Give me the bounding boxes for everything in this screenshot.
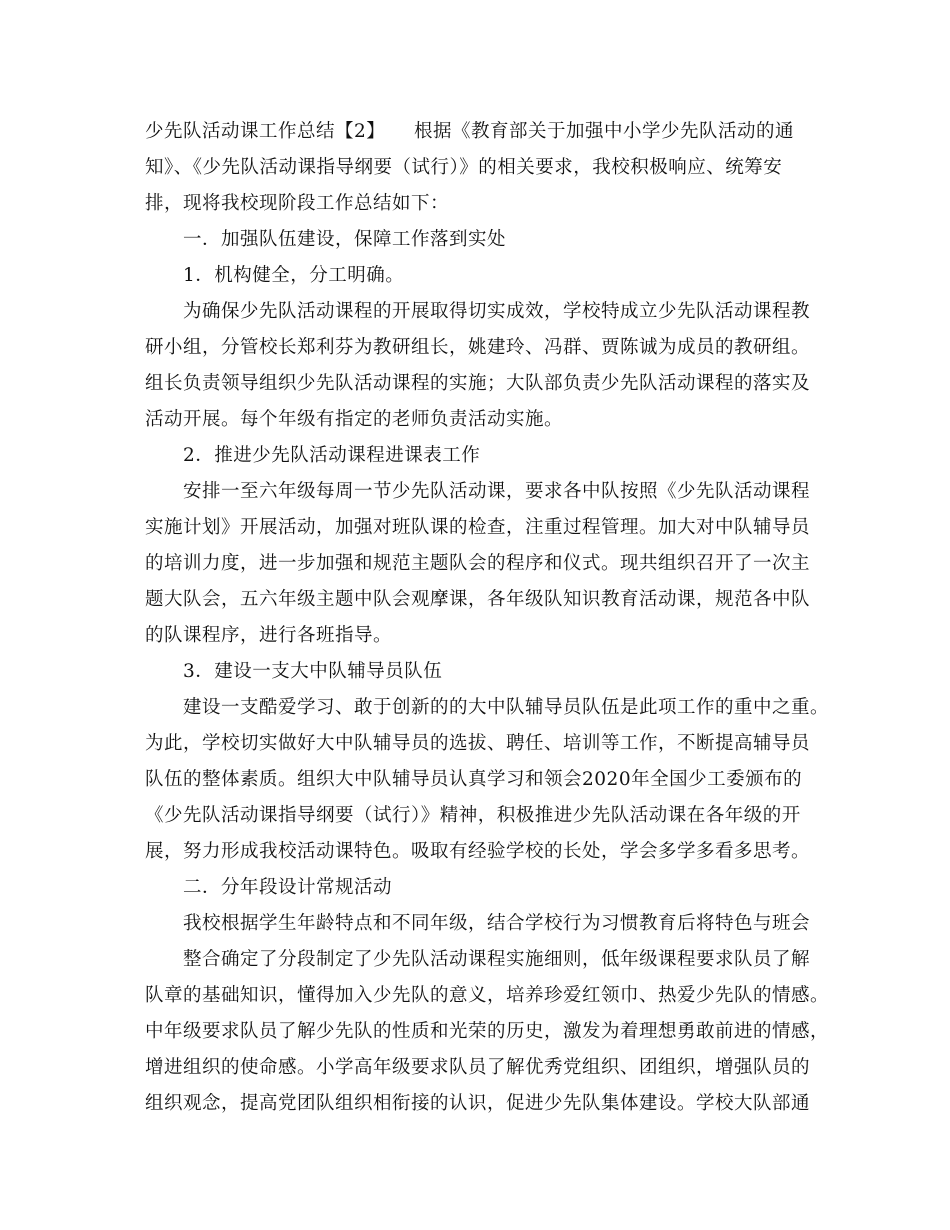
subsection-heading: 3．建设一支大中队辅导员队伍: [145, 661, 443, 682]
text-line: 题大队会，五六年级主题中队会观摩课，各年级队知识教育活动课，规范各中队: [145, 589, 811, 610]
text-line: 的培训力度，进一步加强和规范主题队会的程序和仪式。现共组织召开了一次主: [145, 553, 811, 574]
text-line: 《少先队活动课指导纲要（试行）》精神，积极推进少先队活动课在各年级的开: [145, 805, 801, 826]
text-line: 为此，学校切实做好大中队辅导员的选拔、聘任、培训等工作，不断提高辅导员: [145, 733, 811, 754]
text-line: 我校根据学生年龄特点和不同年级，结合学校行为习惯教育后将特色与班会: [145, 913, 811, 934]
text-line: 增进组织的使命感。小学高年级要求队员了解优秀党组织、团组织，增强队员的: [145, 1057, 811, 1078]
text-line: 为确保少先队活动课程的开展取得切实成效，学校特成立少先队活动课程教: [145, 301, 811, 322]
section-heading: 二．分年段设计常规活动: [145, 877, 393, 898]
text-line: 活动开展。每个年级有指定的老师负责活动实施。: [145, 409, 564, 430]
text-line: 的队课程序，进行各班指导。: [145, 625, 393, 646]
subsection-heading: 1．机构健全，分工明确。: [145, 265, 405, 286]
text-line: 队章的基础知识，懂得加入少先队的意义，培养珍爱红领巾、热爱少先队的情感。: [145, 985, 830, 1006]
text-line: 组织观念，提高党团队组织相衔接的认识，促进少先队集体建设。学校大队部通: [145, 1093, 811, 1114]
subsection-heading: 2．推进少先队活动课程进课表工作: [145, 445, 481, 466]
text-line: 研小组，分管校长郑利芬为教研组长，姚建玲、冯群、贾陈诚为成员的教研组。: [145, 337, 811, 358]
text-line: 展，努力形成我校活动课特色。吸取有经验学校的长处，学会多学多看多思考。: [145, 841, 811, 862]
text-line: 队伍的整体素质。组织大中队辅导员认真学习和领会2020年全国少工委颁布的: [145, 769, 803, 790]
text-line: 安排一至六年级每周一节少先队活动课，要求各中队按照《少先队活动课程: [145, 481, 811, 502]
section-heading: 一．加强队伍建设，保障工作落到实处: [145, 229, 507, 250]
text-line: 少先队活动课工作总结【2】 根据《教育部关于加强中小学少先队活动的通: [145, 121, 795, 142]
text-line: 实施计划》开展活动，加强对班队课的检查，注重过程管理。加大对中队辅导员: [145, 517, 811, 538]
text-line: 建设一支酷爱学习、敢于创新的的大中队辅导员队伍是此项工作的重中之重。: [145, 697, 830, 718]
text-line: 整合确定了分段制定了少先队活动课程实施细则，低年级课程要求队员了解: [145, 949, 811, 970]
text-line: 中年级要求队员了解少先队的性质和光荣的历史，激发为着理想勇敢前进的情感，: [145, 1021, 830, 1042]
text-line: 知》、《少先队活动课指导纲要（试行）》的相关要求，我校积极响应、统筹安: [145, 157, 783, 178]
text-line: 组长负责领导组织少先队活动课程的实施；大队部负责少先队活动课程的落实及: [145, 373, 811, 394]
text-line: 排，现将我校现阶段工作总结如下：: [145, 193, 450, 214]
